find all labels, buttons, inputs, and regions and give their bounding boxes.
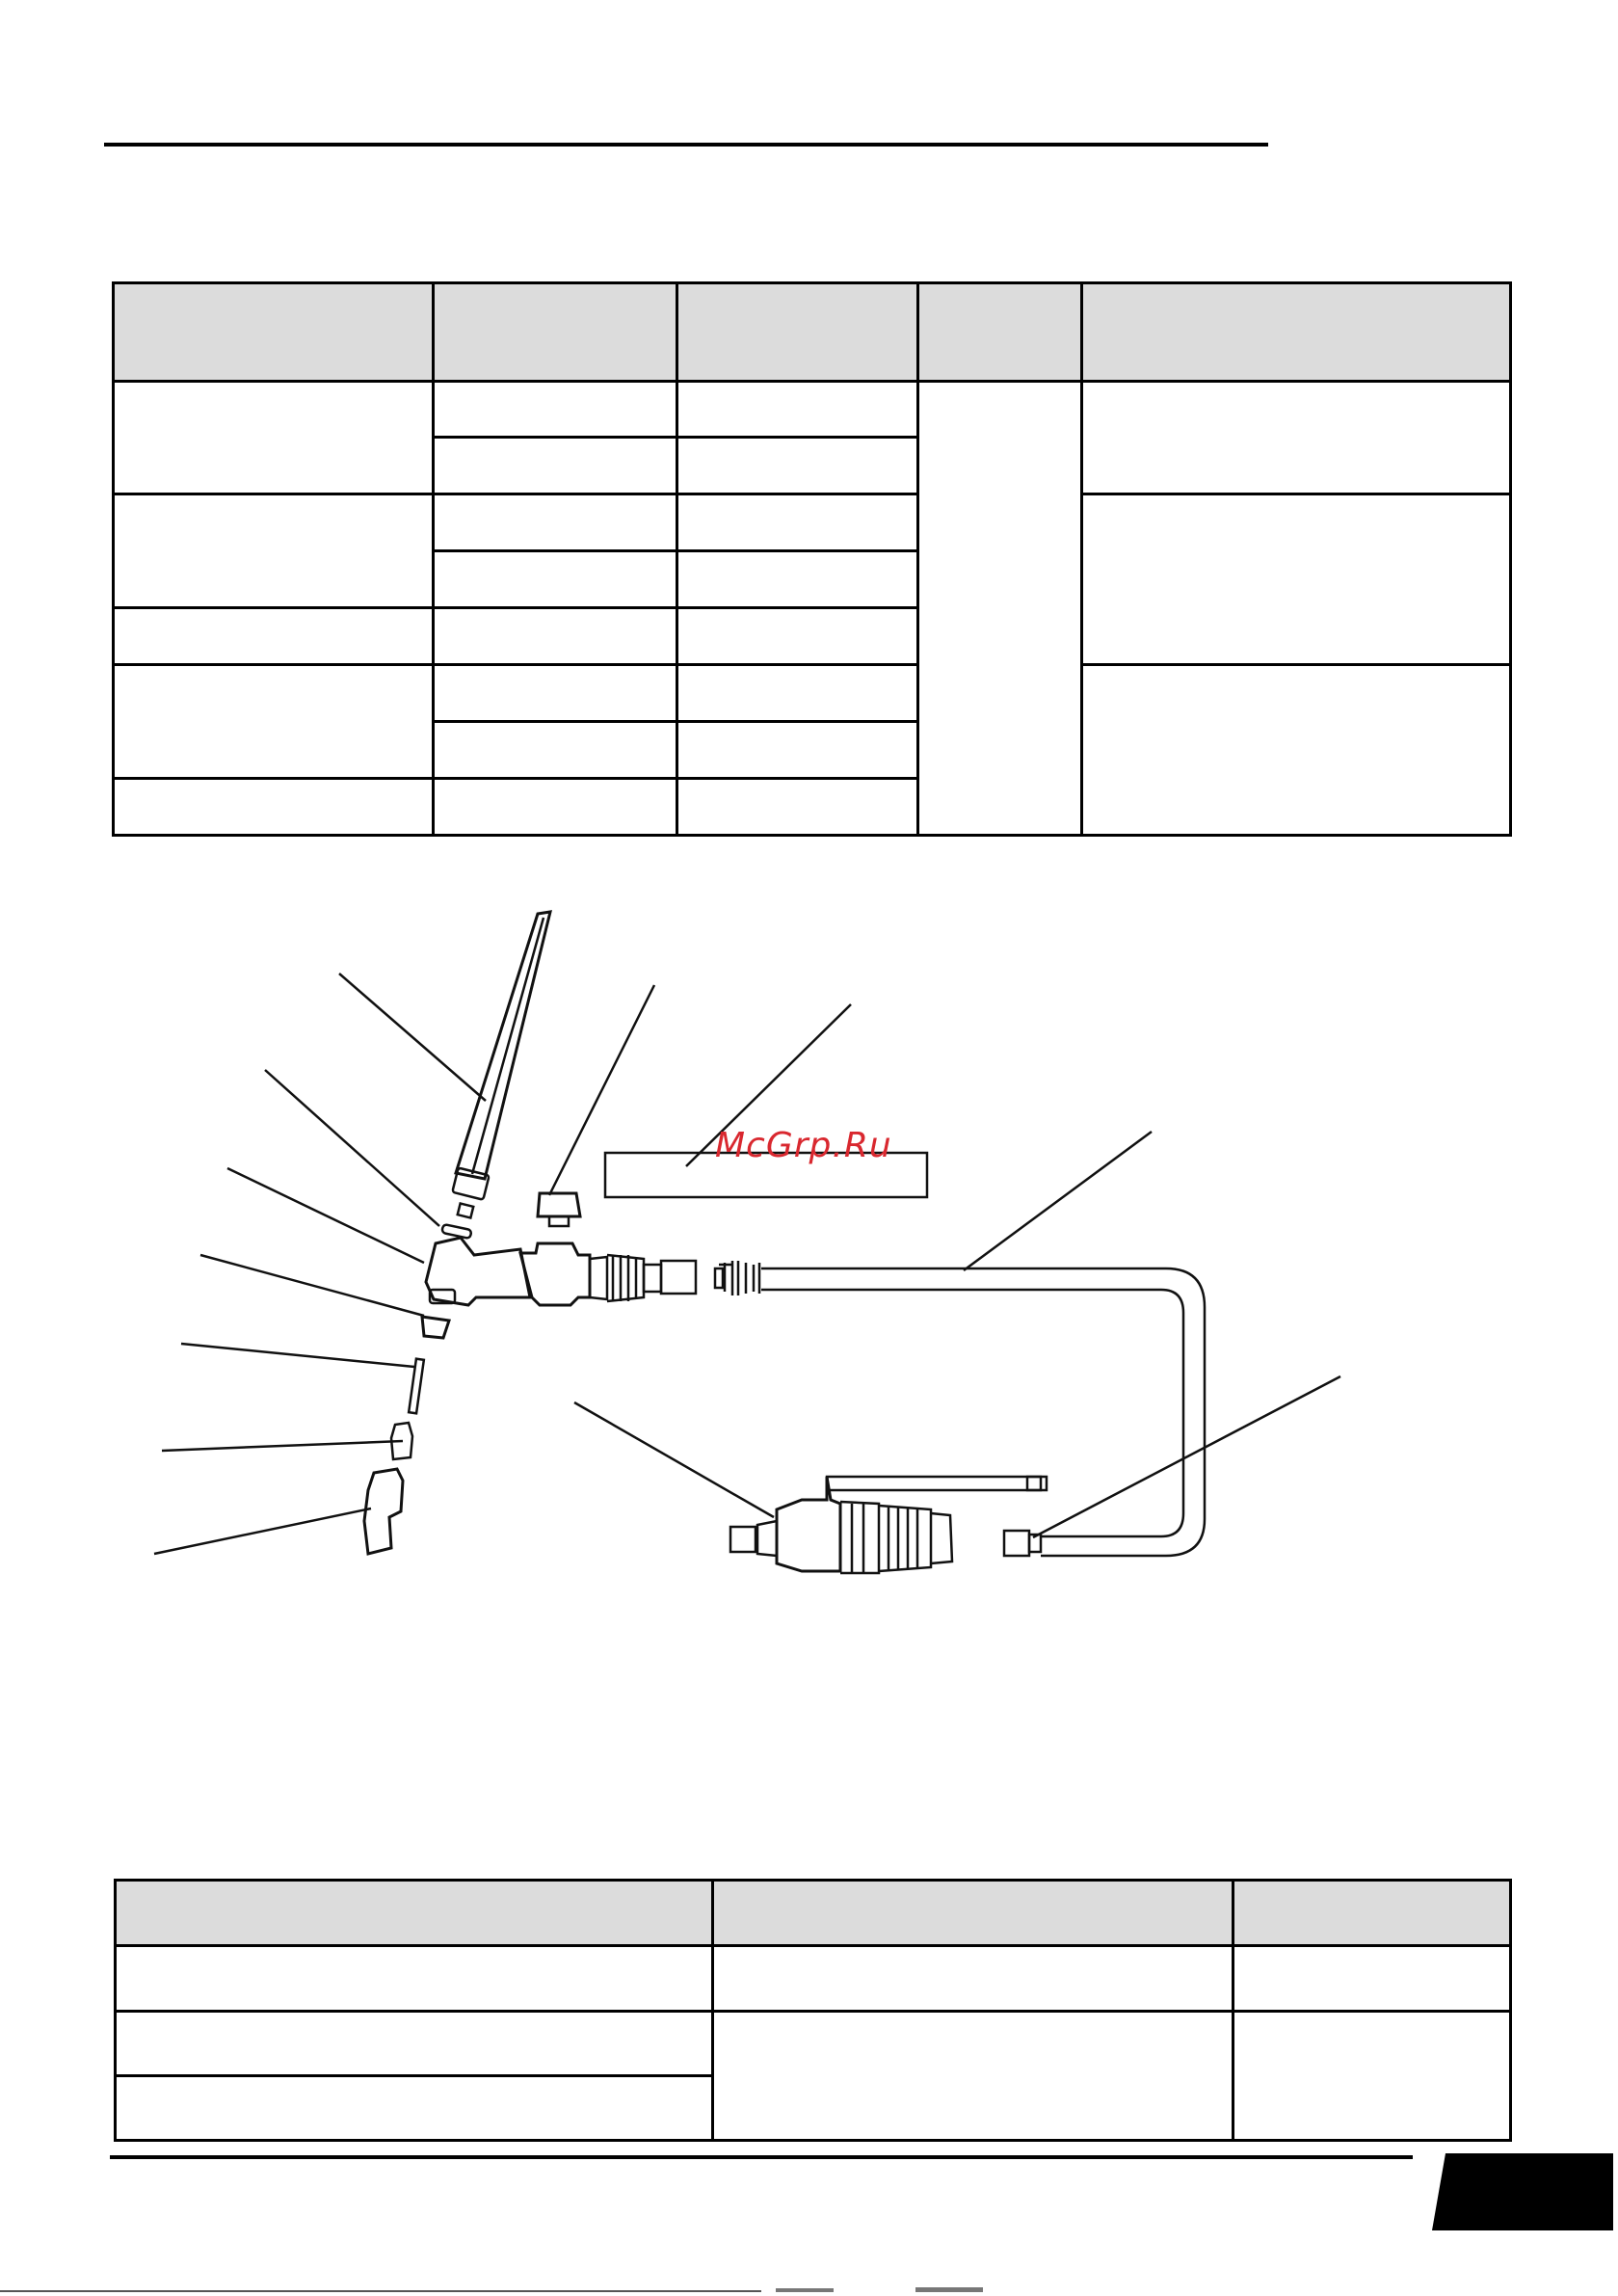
page-number-tab bbox=[1432, 2153, 1613, 2230]
callout-line bbox=[227, 1168, 424, 1263]
callout-line bbox=[200, 1255, 424, 1316]
table-cell bbox=[677, 438, 918, 494]
parts-header-cell bbox=[713, 1881, 1233, 1946]
table-cell bbox=[677, 779, 918, 836]
table-cell bbox=[434, 494, 677, 551]
callout-line bbox=[181, 1344, 414, 1367]
ceramic-nozzle-part bbox=[364, 1469, 403, 1554]
callout-line bbox=[1033, 1376, 1340, 1537]
table-cell bbox=[1082, 382, 1511, 494]
table-cell bbox=[114, 608, 434, 665]
table-cell bbox=[677, 608, 918, 665]
table-cell bbox=[434, 665, 677, 722]
spec-table-header bbox=[114, 283, 1511, 382]
table-cell bbox=[116, 1946, 713, 2012]
table-cell bbox=[1233, 2012, 1511, 2141]
table-cell bbox=[1233, 1946, 1511, 2012]
spec-header-cell bbox=[434, 283, 677, 382]
callout-line bbox=[964, 1132, 1152, 1270]
table-row bbox=[116, 2012, 1511, 2076]
parts-header-cell bbox=[116, 1881, 713, 1946]
table-cell bbox=[677, 551, 918, 608]
connector-part bbox=[730, 1477, 1047, 1573]
cable-part bbox=[715, 1261, 1205, 1556]
table-cell bbox=[713, 2012, 1233, 2141]
torch-exploded-diagram bbox=[0, 887, 1618, 1619]
table-cell bbox=[677, 722, 918, 779]
table-row bbox=[114, 665, 1511, 722]
spec-header-cell bbox=[114, 283, 434, 382]
table-row bbox=[116, 1946, 1511, 2012]
table-cell bbox=[116, 2076, 713, 2141]
table-cell bbox=[114, 665, 434, 779]
parts-table-header bbox=[116, 1881, 1511, 1946]
table-row bbox=[114, 382, 1511, 438]
torch-head-part bbox=[426, 1238, 696, 1305]
table-cell bbox=[434, 722, 677, 779]
scan-edge-artifact bbox=[0, 2283, 1618, 2296]
callout-lines bbox=[154, 974, 1340, 1554]
gas-fitting-part bbox=[1004, 1531, 1029, 1556]
gas-lens-part bbox=[422, 1317, 449, 1338]
table-cell bbox=[1082, 665, 1511, 836]
table-cell bbox=[116, 2012, 713, 2076]
spec-header-cell bbox=[677, 283, 918, 382]
table-cell bbox=[434, 551, 677, 608]
table-cell bbox=[677, 665, 918, 722]
bottom-divider bbox=[110, 2155, 1413, 2159]
table-cell bbox=[434, 438, 677, 494]
callout-line bbox=[574, 1402, 774, 1517]
insulator-part bbox=[538, 1193, 580, 1226]
table-cell bbox=[677, 494, 918, 551]
spec-header-cell bbox=[1082, 283, 1511, 382]
callout-line bbox=[339, 974, 486, 1101]
table-cell bbox=[114, 382, 434, 494]
table-cell bbox=[918, 382, 1082, 836]
o-ring-part bbox=[441, 1224, 471, 1239]
table-cell bbox=[434, 779, 677, 836]
parts-header-cell bbox=[1233, 1881, 1511, 1946]
callout-line bbox=[162, 1441, 403, 1451]
spec-header-cell bbox=[918, 283, 1082, 382]
watermark-text: McGrp.Ru bbox=[715, 1126, 892, 1165]
spec-table bbox=[112, 281, 1512, 837]
callout-line bbox=[549, 985, 654, 1195]
table-cell bbox=[677, 382, 918, 438]
top-divider bbox=[104, 143, 1268, 147]
table-cell bbox=[713, 1946, 1233, 2012]
table-cell bbox=[434, 382, 677, 438]
parts-table bbox=[114, 1879, 1512, 2142]
table-row bbox=[114, 494, 1511, 551]
table-cell bbox=[114, 494, 434, 608]
back-cap-part bbox=[452, 912, 550, 1218]
table-cell bbox=[434, 608, 677, 665]
table-cell bbox=[1082, 494, 1511, 665]
callout-line bbox=[265, 1070, 439, 1226]
table-cell bbox=[114, 779, 434, 836]
callout-line bbox=[154, 1508, 371, 1554]
